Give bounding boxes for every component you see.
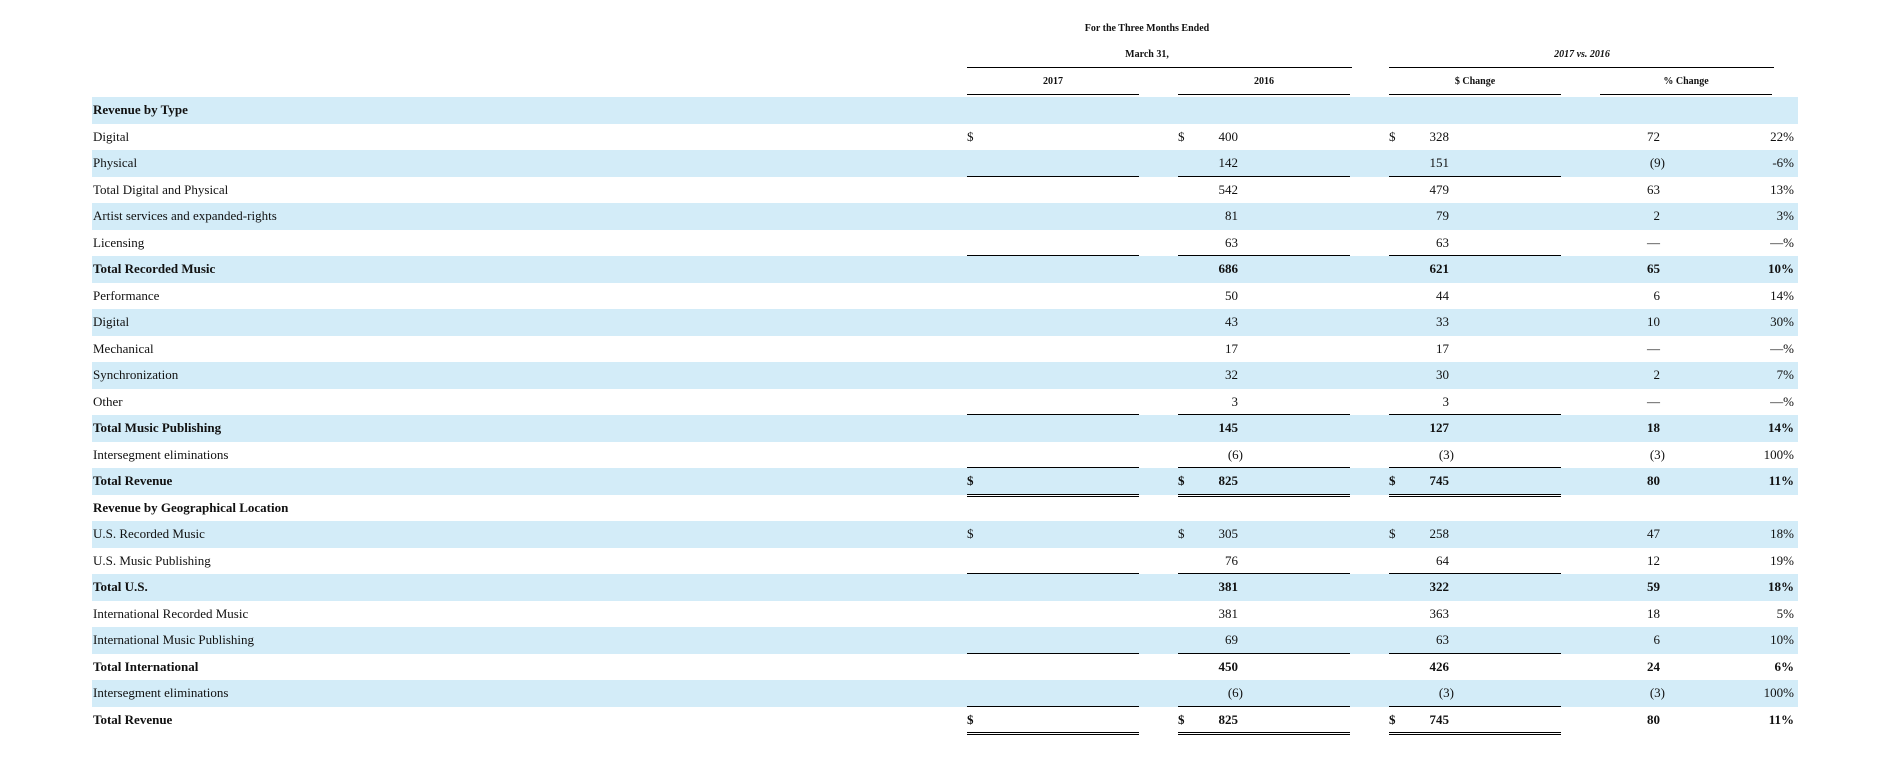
value-2017: 381 (1218, 579, 1238, 594)
value-2016: 745 (1429, 711, 1449, 727)
table-row (92, 283, 1798, 310)
value-2017: 142 (1218, 155, 1238, 170)
row-label: Total Recorded Music (93, 261, 216, 276)
column-rule-2016 (1178, 94, 1350, 95)
comparison-header: 2017 vs. 2016 (1554, 49, 1610, 60)
value-2017: 381 (1218, 605, 1238, 621)
value-dollar-change: 65 (1647, 261, 1660, 276)
value-2017: 450 (1218, 658, 1238, 674)
value-2016: 621 (1429, 261, 1449, 276)
value-2017: 686 (1218, 261, 1238, 276)
row-label: Revenue by Type (93, 102, 188, 117)
value-dollar-change: 24 (1647, 658, 1660, 674)
row-label: Licensing (93, 234, 145, 250)
value-2017: 542 (1218, 181, 1238, 197)
value-2016: 479 (1429, 181, 1449, 197)
value-pct-change: 7% (1776, 367, 1794, 382)
total-double-rule (967, 732, 1139, 735)
currency-symbol: $ (1178, 473, 1185, 488)
value-pct-change: 3% (1776, 208, 1794, 223)
value-pct-change: 19% (1770, 552, 1794, 568)
value-2017: 825 (1218, 473, 1238, 488)
currency-symbol: $ (967, 711, 974, 727)
value-2017: 145 (1218, 420, 1238, 435)
value-pct-change: 18% (1770, 526, 1794, 541)
value-dollar-change: — (1647, 393, 1660, 409)
table-row (92, 680, 1798, 707)
value-dollar-change: — (1647, 234, 1660, 250)
table-row (92, 654, 1798, 681)
column-rule-2017 (967, 94, 1139, 95)
value-2017: 825 (1218, 711, 1238, 727)
column-rule-pct-change (1600, 94, 1772, 95)
value-dollar-change: — (1647, 340, 1660, 356)
value-dollar-change: 63 (1647, 181, 1660, 197)
value-2016: 363 (1429, 605, 1449, 621)
period-header-line1: For the Three Months Ended (1084, 23, 1210, 34)
column-header-dollar-change: $ Change (1454, 76, 1496, 87)
row-label: Performance (93, 287, 160, 303)
row-label: Digital (93, 128, 130, 144)
table-row (92, 309, 1798, 336)
value-2017: 50 (1225, 287, 1238, 303)
value-pct-change: 11% (1768, 711, 1794, 727)
value-2016: 64 (1436, 552, 1449, 568)
value-2016: (3) (1438, 446, 1454, 462)
value-pct-change: 5% (1776, 605, 1794, 621)
currency-symbol: $ (1178, 526, 1185, 541)
row-label: Intersegment eliminations (93, 685, 229, 700)
currency-symbol: $ (967, 526, 974, 541)
value-2016: 79 (1436, 208, 1449, 223)
table-row (92, 707, 1798, 734)
table-row (92, 468, 1798, 495)
value-2016: 127 (1429, 420, 1449, 435)
value-dollar-change: 6 (1653, 287, 1660, 303)
table-row (92, 548, 1798, 575)
value-dollar-change: 18 (1647, 420, 1660, 435)
value-dollar-change: 2 (1653, 367, 1660, 382)
value-pct-change: 100% (1763, 685, 1794, 700)
value-dollar-change: 10 (1647, 314, 1660, 329)
currency-symbol: $ (1178, 711, 1185, 727)
value-2016: 17 (1436, 340, 1449, 356)
header-rule-period (967, 67, 1352, 68)
row-label: Intersegment eliminations (93, 446, 229, 462)
value-2016: 63 (1436, 632, 1449, 647)
row-label: International Music Publishing (93, 632, 255, 647)
value-2016: 44 (1436, 287, 1449, 303)
column-header-2016: 2016 (1254, 76, 1274, 87)
table-row (92, 389, 1798, 416)
value-pct-change: 100% (1763, 446, 1794, 462)
value-pct-change: 18% (1768, 579, 1794, 594)
row-label: Total Music Publishing (93, 420, 222, 435)
column-rule-dollar-change (1389, 94, 1561, 95)
column-header-2017: 2017 (1043, 76, 1063, 87)
currency-symbol: $ (1389, 526, 1396, 541)
value-pct-change: 13% (1770, 181, 1794, 197)
currency-symbol: $ (967, 473, 974, 488)
value-2016: 258 (1429, 526, 1449, 541)
value-2017: 400 (1218, 128, 1238, 144)
value-2017: (6) (1227, 685, 1243, 700)
value-2016: 322 (1429, 579, 1449, 594)
row-label: Mechanical (93, 340, 154, 356)
value-2016: 30 (1436, 367, 1449, 382)
table-row (92, 574, 1798, 601)
value-dollar-change: 59 (1647, 579, 1660, 594)
value-pct-change: —% (1770, 393, 1794, 409)
value-dollar-change: (9) (1649, 155, 1665, 170)
table-row (92, 256, 1798, 283)
table-row (92, 150, 1798, 177)
value-dollar-change: 18 (1647, 605, 1660, 621)
value-2017: (6) (1227, 446, 1243, 462)
value-2016: 63 (1436, 234, 1449, 250)
currency-symbol: $ (1389, 128, 1396, 144)
value-pct-change: 14% (1768, 420, 1794, 435)
currency-symbol: $ (1389, 473, 1396, 488)
currency-symbol: $ (967, 128, 974, 144)
row-label: Revenue by Geographical Location (93, 499, 289, 515)
value-2017: 305 (1218, 526, 1238, 541)
table-row (92, 203, 1798, 230)
value-dollar-change: (3) (1649, 685, 1665, 700)
value-2016: 33 (1436, 314, 1449, 329)
value-pct-change: -6% (1772, 155, 1794, 170)
row-label: Total Revenue (93, 473, 173, 488)
total-double-rule (1178, 732, 1350, 735)
table-row (92, 415, 1798, 442)
value-2017: 63 (1225, 234, 1238, 250)
value-pct-change: 10% (1770, 632, 1794, 647)
value-2017: 32 (1225, 367, 1238, 382)
value-2017: 76 (1225, 552, 1238, 568)
revenue-table (92, 97, 1798, 733)
period-header-line2: March 31, (1125, 49, 1169, 60)
value-2016: 426 (1429, 658, 1449, 674)
row-label: Total Revenue (93, 711, 173, 727)
value-dollar-change: (3) (1649, 446, 1665, 462)
value-2017: 43 (1225, 314, 1238, 329)
value-dollar-change: 80 (1647, 711, 1660, 727)
table-row (92, 362, 1798, 389)
row-label: Synchronization (93, 367, 179, 382)
currency-symbol: $ (1389, 711, 1396, 727)
value-pct-change: —% (1770, 234, 1794, 250)
value-2016: 151 (1429, 155, 1449, 170)
header-rule-comparison (1389, 67, 1774, 68)
value-dollar-change: 6 (1653, 632, 1660, 647)
value-pct-change: 14% (1770, 287, 1794, 303)
table-row (92, 124, 1798, 151)
value-2016: (3) (1438, 685, 1454, 700)
value-2017: 69 (1225, 632, 1238, 647)
value-dollar-change: 12 (1647, 552, 1660, 568)
row-label: Artist services and expanded-rights (93, 208, 277, 223)
row-label: International Recorded Music (93, 605, 249, 621)
value-2017: 17 (1225, 340, 1238, 356)
table-row (92, 230, 1798, 257)
value-2017: 81 (1225, 208, 1238, 223)
row-label: Digital (93, 314, 130, 329)
row-label: U.S. Recorded Music (93, 526, 205, 541)
value-pct-change: 30% (1770, 314, 1794, 329)
value-pct-change: —% (1770, 340, 1794, 356)
row-label: Total Digital and Physical (93, 181, 229, 197)
value-dollar-change: 80 (1647, 473, 1660, 488)
row-label: U.S. Music Publishing (93, 552, 211, 568)
table-row (92, 627, 1798, 654)
value-pct-change: 11% (1768, 473, 1794, 488)
value-dollar-change: 72 (1647, 128, 1660, 144)
table-row (92, 495, 1798, 522)
value-2017: 3 (1231, 393, 1238, 409)
value-2016: 328 (1429, 128, 1449, 144)
currency-symbol: $ (1178, 128, 1185, 144)
row-label: Physical (93, 155, 138, 170)
value-2016: 3 (1442, 393, 1449, 409)
row-label: Total U.S. (93, 579, 148, 594)
table-row (92, 521, 1798, 548)
value-dollar-change: 2 (1653, 208, 1660, 223)
table-row (92, 336, 1798, 363)
value-pct-change: 6% (1774, 658, 1794, 674)
value-dollar-change: 47 (1647, 526, 1660, 541)
row-label: Other (93, 393, 123, 409)
value-pct-change: 10% (1768, 261, 1794, 276)
table-row (92, 601, 1798, 628)
column-header-pct-change: % Change (1663, 76, 1709, 87)
table-row (92, 97, 1798, 124)
table-row (92, 442, 1798, 469)
row-label: Total International (93, 658, 199, 674)
value-pct-change: 22% (1770, 128, 1794, 144)
total-double-rule (1389, 732, 1561, 735)
table-row (92, 177, 1798, 204)
value-2016: 745 (1429, 473, 1449, 488)
